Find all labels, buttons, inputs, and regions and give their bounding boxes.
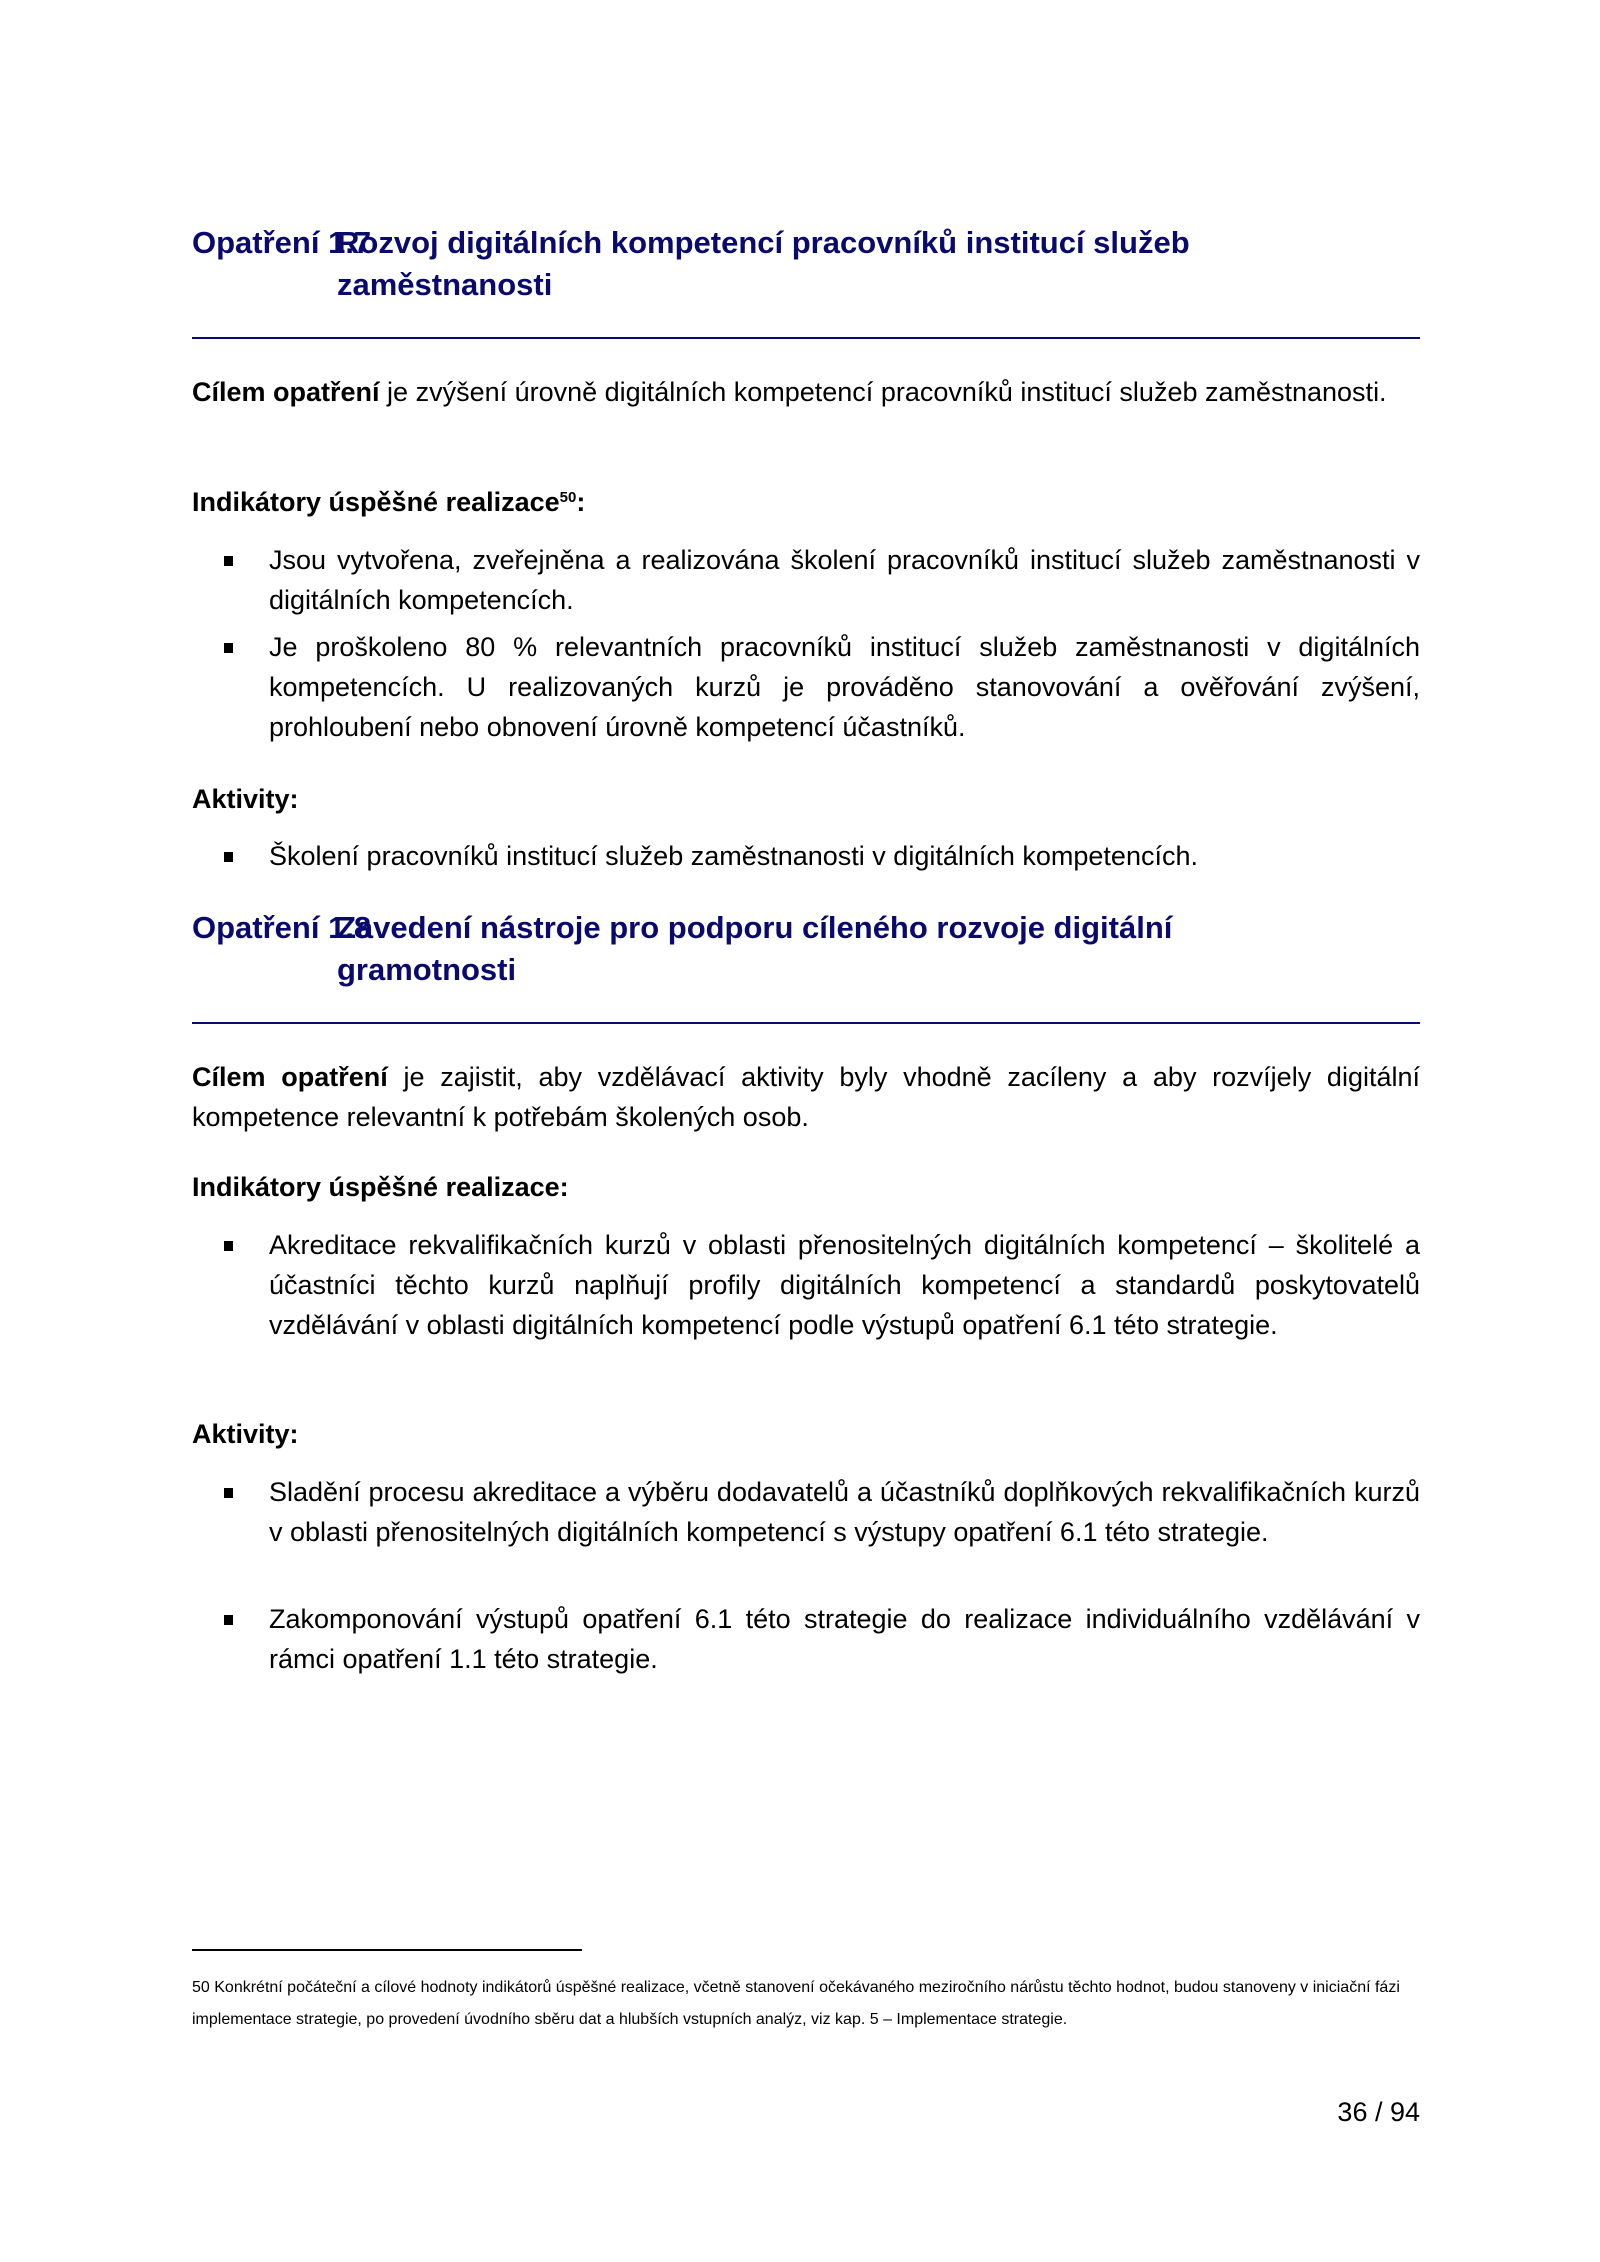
- activities-heading: Aktivity:: [192, 784, 299, 814]
- goal-text: je zvýšení úrovně digitálních kompetencí pracovníků institucí služeb zaměstnanosti.: [379, 377, 1387, 407]
- indicators-heading: [192, 482, 585, 522]
- square-bullet-icon: [224, 1615, 233, 1625]
- footnote: 50 Konkrétní počáteční a cílové hodnoty indikátorů úspěšné realizace, včetně stanovení očekávaného meziročního nárůstu těchto hodnot, budou stanoveny v iniciační fázi implementace strategie, po provedení úvodního sběru dat a hlubších vstupních analýz, viz kap. 5 – Implementace strategie.: [192, 1979, 1400, 2028]
- square-bullet-icon: [224, 643, 233, 653]
- indicator-item: [192, 540, 1420, 620]
- section-divider: [192, 337, 1420, 339]
- section-title-line2: zaměstnanosti: [337, 267, 553, 302]
- goal-paragraph: [192, 372, 1420, 412]
- section-title-line2: gramotnosti: [337, 952, 517, 987]
- section-divider: [192, 1022, 1420, 1024]
- page-number: 36 / 94: [1337, 2097, 1420, 2127]
- square-bullet-icon: [224, 556, 233, 566]
- activity-text: Školení pracovníků institucí služeb zaměstnanosti v digitálních kompetencích.: [269, 841, 1198, 871]
- section-title-line1: Zavedení nástroje pro podporu cíleného rozvoje digitální: [337, 910, 1173, 945]
- activity-item: [192, 1472, 1420, 1552]
- footnote-separator: [192, 1949, 582, 1951]
- section-number: Opatření 1.7: [192, 225, 372, 260]
- activity-item: [192, 1599, 1420, 1679]
- indicators-heading: Indikátory úspěšné realizace:: [192, 1172, 569, 1202]
- section-number: Opatření 1.8: [192, 910, 372, 945]
- indicator-text: Jsou vytvořena, zveřejněna a realizována školení pracovníků institucí služeb zaměstnanosti v digitálních kompetencích.: [269, 545, 1420, 615]
- indicator-text: Je proškoleno 80 % relevantních pracovníků institucí služeb zaměstnanosti v digitálních kompetencích. U realizovaných kurzů je prováděno stanovování a ověřování zvýšení, prohloubení nebo obnovení úrovně kompetencí účastníků.: [269, 632, 1420, 742]
- indicator-item: [192, 627, 1420, 747]
- activity-text: Sladění procesu akreditace a výběru dodavatelů a účastníků doplňkových rekvalifikačních kurzů v oblasti přenositelných digitálních kompetencí s výstupy opatření 6.1 této strategie.: [269, 1477, 1420, 1547]
- goal-paragraph: [192, 1057, 1420, 1137]
- indicators-label: Indikátory úspěšné realizace: [192, 487, 560, 517]
- section-heading-1-8: [192, 907, 1420, 991]
- section-heading-1-7: [192, 222, 1420, 306]
- section-title-line1: Rozvoj digitálních kompetencí pracovníků institucí služeb: [337, 225, 1190, 260]
- square-bullet-icon: [224, 1488, 233, 1498]
- square-bullet-icon: [224, 1241, 233, 1251]
- indicators-colon: :: [576, 487, 586, 517]
- square-bullet-icon: [224, 852, 233, 862]
- goal-label: Cílem opatření: [192, 377, 380, 407]
- indicator-item: [192, 1225, 1420, 1345]
- activity-text: Zakomponování výstupů opatření 6.1 této strategie do realizace individuálního vzdělávání v rámci opatření 1.1 této strategie.: [269, 1604, 1420, 1674]
- goal-text: je zajistit, aby vzdělávací aktivity byly vhodně zacíleny a aby rozvíjely digitální kompetence relevantní k potřebám školených osob.: [192, 1062, 1420, 1132]
- indicator-text: Akreditace rekvalifikačních kurzů v oblasti přenositelných digitálních kompetencí – školitelé a účastníci těchto kurzů naplňují profily digitálních kompetencí a standardů poskytovatelů vzdělávání v oblasti digitálních kompetencí podle výstupů opatření 6.1 této strategie.: [269, 1230, 1420, 1340]
- footnote-ref[interactable]: 50: [559, 489, 577, 506]
- activities-heading: Aktivity:: [192, 1419, 299, 1449]
- activity-item: [192, 836, 1420, 876]
- goal-label: Cílem opatření: [192, 1062, 388, 1092]
